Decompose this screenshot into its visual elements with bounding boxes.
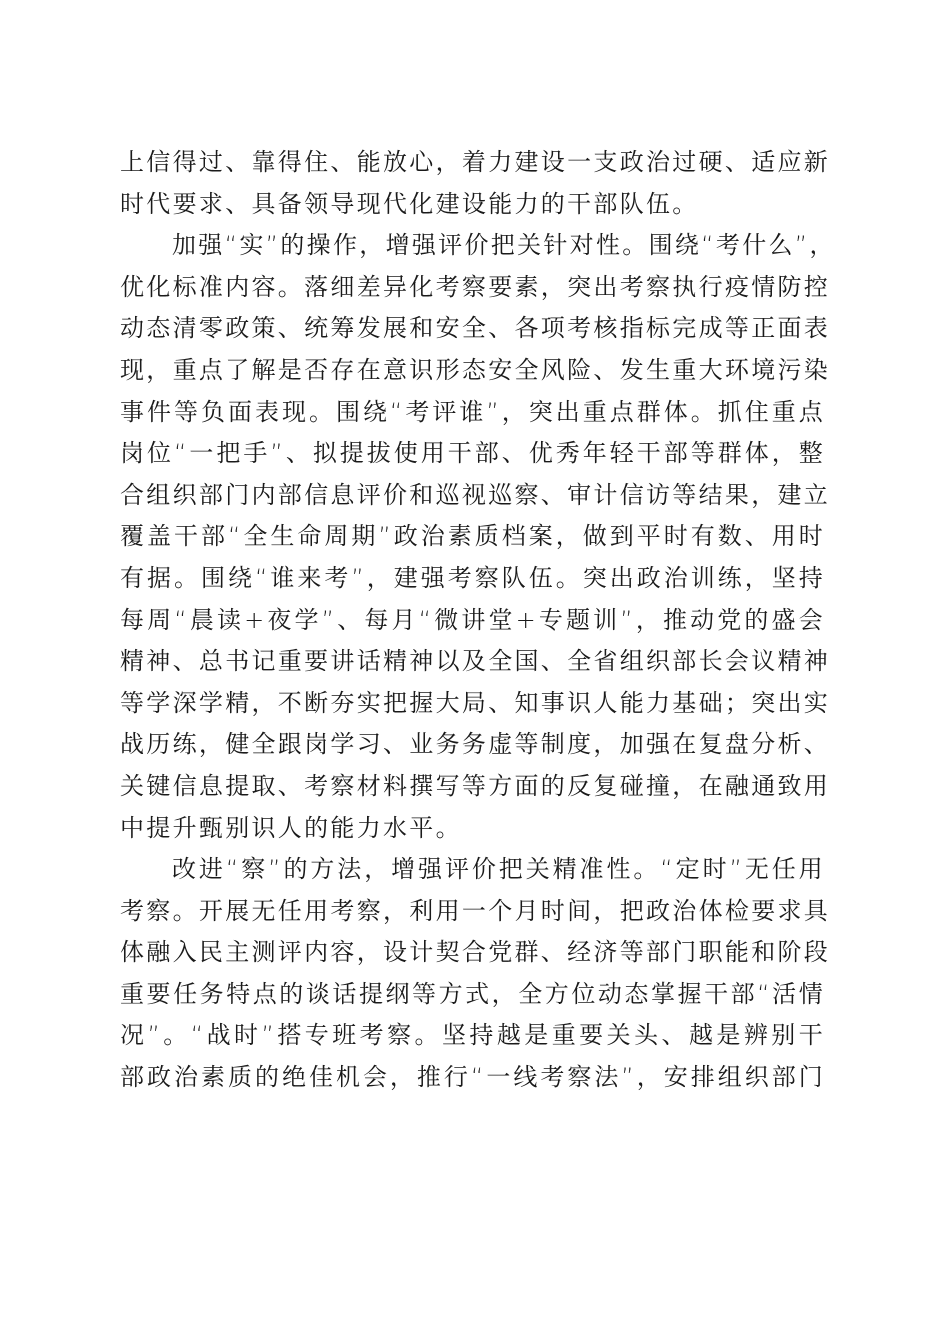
text-line: 动态清零政策、统筹发展和安全、各项考核指标完成等正面表 [120, 314, 831, 343]
text-line: 岗位“一把手”、拟提拔使用干部、优秀年轻干部等群体，整 [120, 439, 825, 468]
paragraph-heading-line: 加强“实”的操作，增强评价把关针对性。围绕“考什么”， [172, 231, 836, 260]
paragraph-1 [120, 142, 831, 225]
text-line: 精神、总书记重要讲话精神以及全国、全省组织部长会议精神 [120, 647, 831, 676]
paragraph-3 [120, 849, 831, 1099]
text-line: 体融入民主测评内容，设计契合党群、经济等部门职能和阶段 [120, 938, 831, 967]
text-line: 等学深学精，不断夯实把握大局、知事识人能力基础；突出实 [120, 688, 831, 717]
text-line: 优化标准内容。落细差异化考察要素，突出考察执行疫情防控 [120, 272, 831, 301]
text-line: 况”。“战时”搭专班考察。坚持越是重要关头、越是辨别干 [120, 1021, 825, 1050]
text-line: 中提升甄别识人的能力水平。 [120, 813, 462, 842]
text-line: 事件等负面表现。围绕“考评谁”，突出重点群体。抓住重点 [120, 397, 825, 426]
text-line: 每周“晨读+夜学”、每月“微讲堂+专题训”，推动党的盛会 [120, 605, 825, 634]
text-line: 现，重点了解是否存在意识形态安全风险、发生重大环境污染 [120, 355, 831, 384]
text-line: 合组织部门内部信息评价和巡视巡察、审计信访等结果，建立 [120, 480, 831, 509]
text-line: 重要任务特点的谈话提纲等方式，全方位动态掌握干部“活情 [120, 979, 825, 1008]
text-line: 覆盖干部“全生命周期”政治素质档案，做到平时有数、用时 [120, 522, 825, 551]
text-line: 有据。围绕“谁来考”，建强考察队伍。突出政治训练，坚持 [120, 563, 825, 592]
text-line: 部政治素质的绝佳机会，推行“一线考察法”，安排组织部门 [120, 1063, 825, 1092]
paragraph-2 [120, 225, 836, 849]
text-line: 上信得过、靠得住、能放心，着力建设一支政治过硬、适应新 [120, 148, 831, 176]
text-line: 时代要求、具备领导现代化建设能力的干部队伍。 [120, 189, 699, 218]
paragraph-heading-line: 改进“察”的方法，增强评价把关精准性。“定时”无任用 [172, 855, 825, 884]
text-line: 考察。开展无任用考察，利用一个月时间，把政治体检要求具 [120, 896, 831, 925]
document-body [120, 142, 836, 1099]
text-line: 战历练，健全跟岗学习、业务务虚等制度，加强在复盘分析、 [120, 730, 831, 759]
text-line: 关键信息提取、考察材料撰写等方面的反复碰撞，在融通致用 [120, 771, 831, 800]
